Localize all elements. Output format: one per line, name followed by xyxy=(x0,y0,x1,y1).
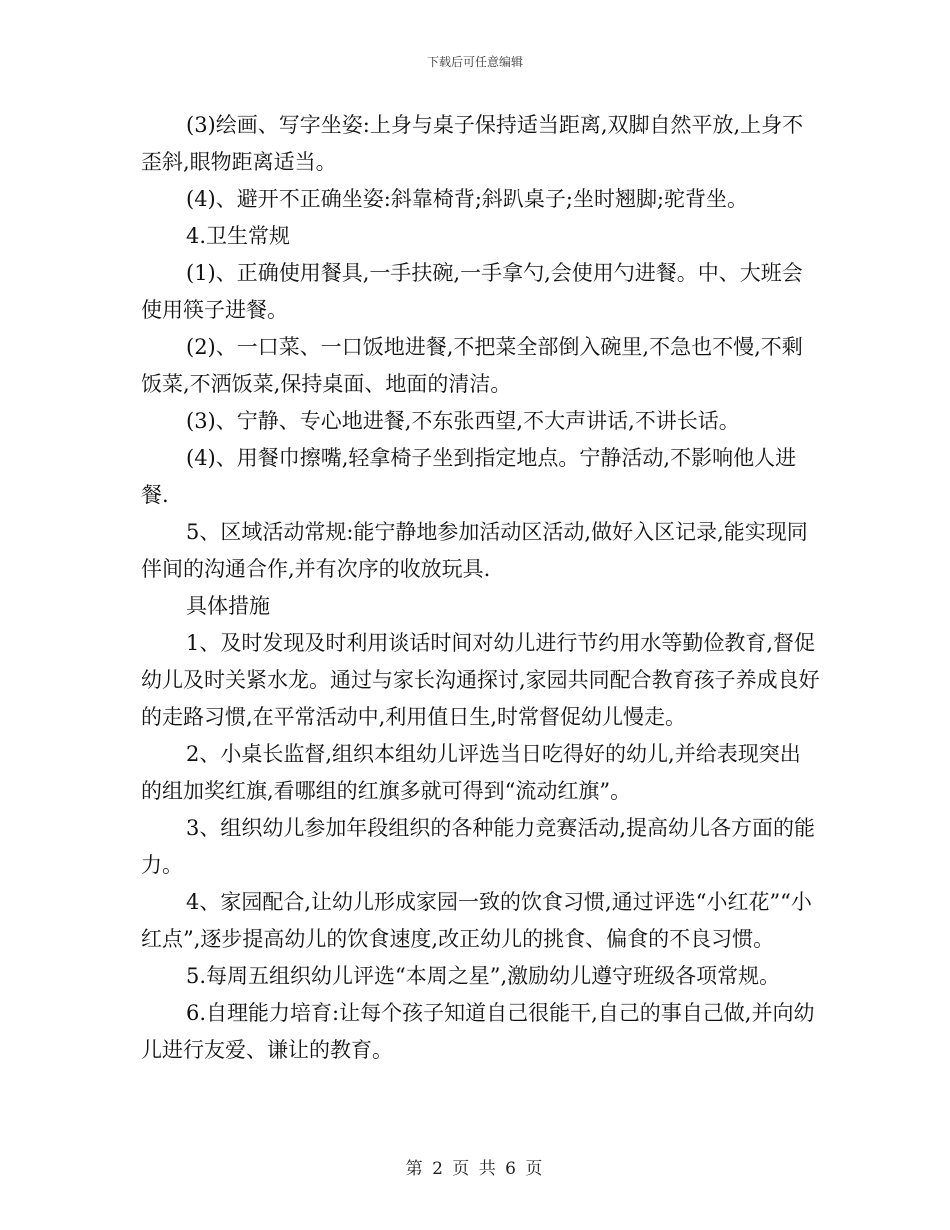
paragraph: 1、及时发现及时利用谈话时间对幼儿进行节约用水等勤俭教育,督促幼儿及时关紧水龙。通过与家长沟通探讨,家园共同配合教育孩子养成良好的走路习惯,在平常活动中,利用值日生,时常督促幼儿慢走。 xyxy=(141,631,820,729)
paragraph: 3、组织幼儿参加年段组织的各种能力竞赛活动,提高幼儿各方面的能力。 xyxy=(141,816,816,877)
document-body xyxy=(141,107,821,1069)
paragraph: (3)绘画、写字坐姿:上身与桌子保持适当距离,双脚自然平放,上身不歪斜,眼物距离适当。 xyxy=(141,113,804,174)
paragraph: 5.每周五组织幼儿评选“本周之星”,激励幼儿遵守班级各项常规。 xyxy=(186,964,781,988)
paragraph: 2、小桌长监督,组织本组幼儿评选当日吃得好的幼儿,并给表现突出的组加奖红旗,看哪组的红旗多就可得到“流动红旗”。 xyxy=(141,742,801,803)
paragraph: (4)、避开不正确坐姿:斜靠椅背;斜趴桌子;坐时翘脚;驼背坐。 xyxy=(186,187,749,211)
page-number-footer: 第 2 页 共 6 页 xyxy=(405,1159,545,1179)
paragraph: 4、家园配合,让幼儿形成家园一致的饮食习惯,通过评选“小红花”“小红点”,逐步提高幼儿的饮食速度,改正幼儿的挑食、偏食的不良习惯。 xyxy=(141,890,812,951)
paragraph: (3)、宁静、专心地进餐,不东张西望,不大声讲话,不讲长话。 xyxy=(186,409,740,433)
section-heading: 4.卫生常规 xyxy=(186,224,291,248)
page-header: 下载后可任意编辑 xyxy=(426,55,523,69)
section-heading: 具体措施 xyxy=(186,594,270,618)
paragraph: (1)、正确使用餐具,一手扶碗,一手拿勺,会使用勺进餐。中、大班会使用筷子进餐。 xyxy=(141,261,803,322)
paragraph: 6.自理能力培育:让每个孩子知道自己很能干,自己的事自己做,并向幼儿进行友爱、谦让的教育。 xyxy=(141,1001,815,1062)
paragraph: (4)、用餐巾擦嘴,轻拿椅子坐到指定地点。宁静活动,不影响他人进餐. xyxy=(141,446,797,507)
paragraph: (2)、一口菜、一口饭地进餐,不把菜全部倒入碗里,不急也不慢,不剩饭菜,不洒饭菜,保持桌面、地面的清洁。 xyxy=(141,335,803,396)
paragraph: 5、区域活动常规:能宁静地参加活动区活动,做好入区记录,能实现同伴间的沟通合作,并有次序的收放玩具. xyxy=(141,520,808,581)
